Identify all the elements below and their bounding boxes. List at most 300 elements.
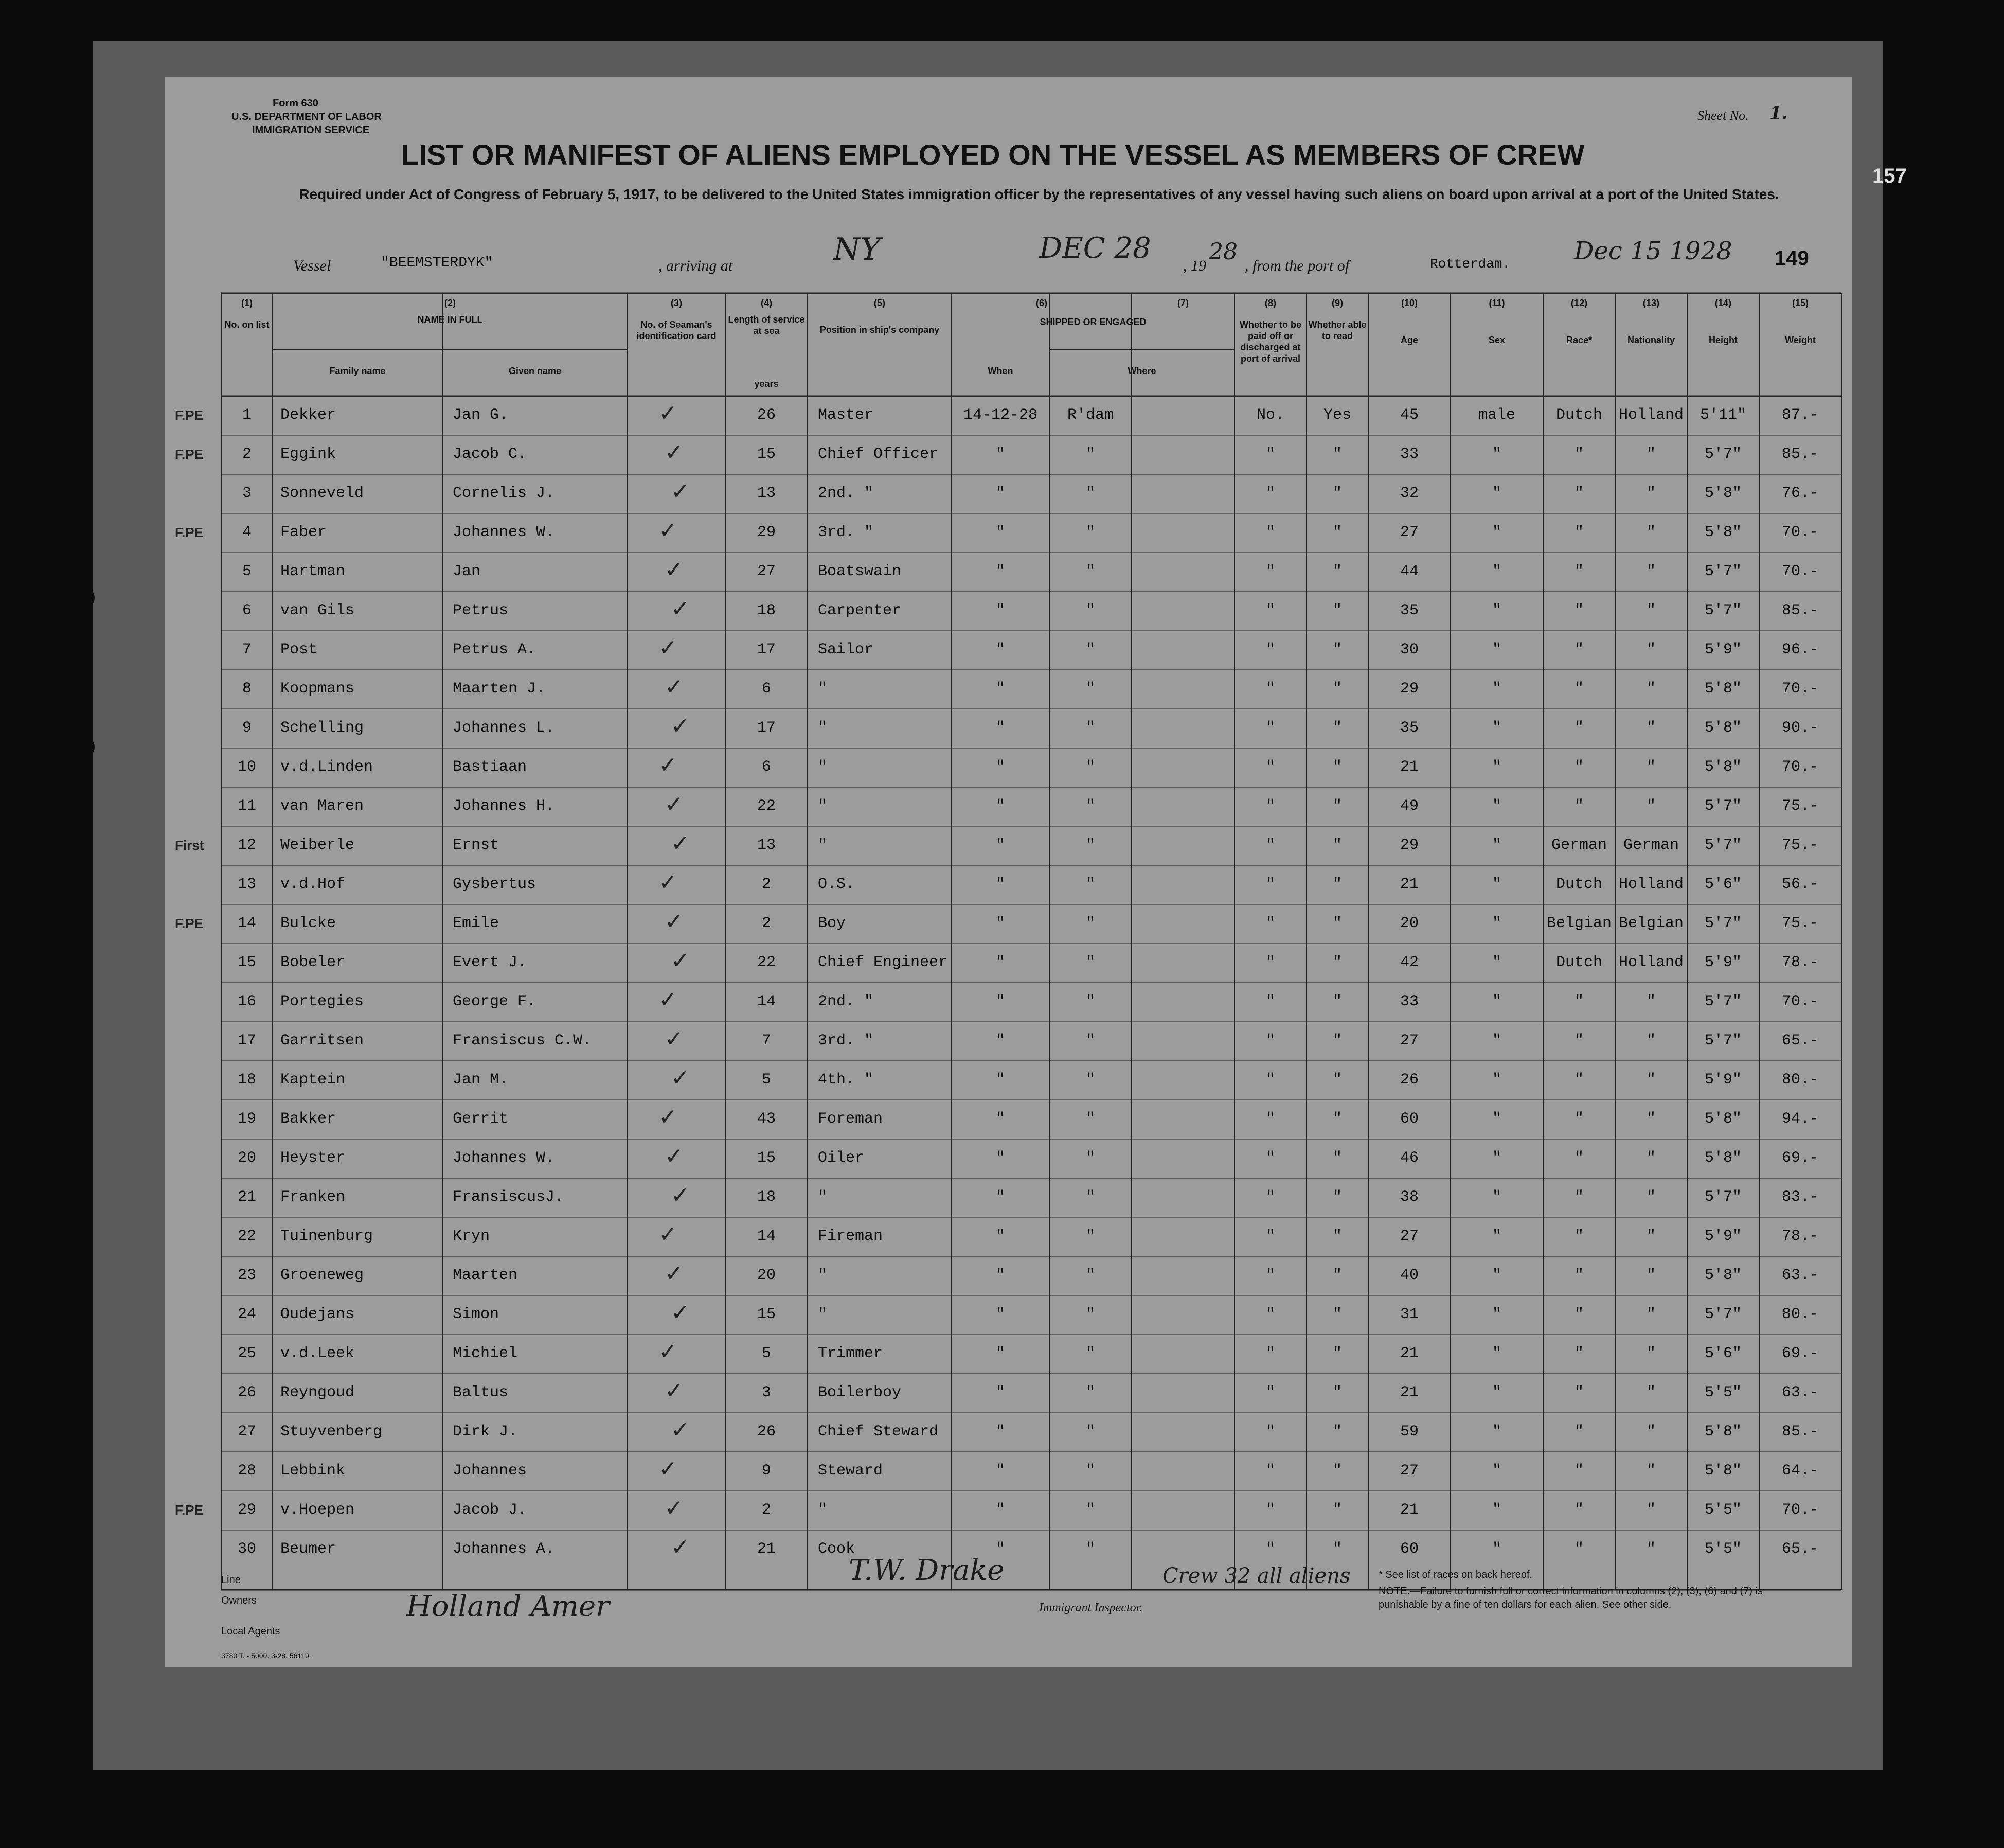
cell-family: Stuyvenberg — [280, 1423, 383, 1441]
cell-years: 26 — [757, 406, 776, 424]
print-code: 3780 T. - 5000. 3-28. 56119. — [221, 1651, 311, 1660]
cell-height: 5'7" — [1704, 563, 1742, 580]
cell-height: 5'7" — [1704, 1188, 1742, 1206]
cell-race: Dutch — [1555, 406, 1602, 424]
cell-position: " — [818, 1306, 828, 1323]
cell-weight: 75.- — [1781, 915, 1819, 932]
cell-family: Schelling — [280, 719, 364, 737]
cell-sex: " — [1492, 1188, 1501, 1206]
cell-where: " — [1085, 1423, 1095, 1441]
header-weight: Weight — [1785, 335, 1816, 345]
cell-read: " — [1332, 915, 1342, 932]
inspector-label: Immigrant Inspector. — [1039, 1601, 1143, 1614]
cell-nat: " — [1646, 1149, 1656, 1167]
owners-signature: Holland Amer — [406, 1590, 610, 1623]
cell-paid: " — [1265, 797, 1275, 815]
cell-race: " — [1574, 1032, 1584, 1050]
cell-no: 17 — [237, 1032, 256, 1050]
cell-family: Faber — [280, 524, 327, 541]
cell-age: 35 — [1400, 602, 1419, 619]
column-number: (7) — [1177, 298, 1189, 308]
cell-when: " — [995, 1267, 1005, 1284]
header-sex: Sex — [1488, 335, 1506, 345]
cell-no: 21 — [237, 1188, 256, 1206]
check-mark: ✓ — [665, 1495, 684, 1521]
cell-family: Beumer — [280, 1540, 336, 1558]
cell-age: 33 — [1400, 446, 1419, 463]
check-mark: ✓ — [665, 791, 684, 818]
cell-sex: " — [1492, 954, 1501, 971]
cell-height: 5'5" — [1704, 1540, 1742, 1558]
cell-position: " — [818, 719, 828, 737]
cell-paid: " — [1265, 1071, 1275, 1089]
cell-nat: Holland — [1618, 954, 1684, 971]
cell-weight: 70.- — [1781, 680, 1819, 698]
cell-nat: " — [1646, 1032, 1656, 1050]
cell-read: " — [1332, 1501, 1342, 1519]
cell-sex: " — [1492, 1306, 1501, 1323]
cell-when: 14-12-28 — [963, 406, 1038, 424]
cell-sex: " — [1492, 1071, 1501, 1089]
check-mark: ✓ — [671, 830, 690, 857]
cell-age: 21 — [1400, 1345, 1419, 1362]
cell-nat: Holland — [1618, 876, 1684, 893]
cell-years: 14 — [757, 1228, 776, 1245]
cell-years: 6 — [761, 680, 771, 698]
cell-given: Jan — [453, 563, 481, 580]
header-paid-off: Whether to be paid off or discharged at port of arrival — [1240, 319, 1301, 364]
cell-paid: No. — [1256, 406, 1284, 424]
cell-family: Reyngoud — [280, 1384, 355, 1401]
cell-paid: " — [1265, 1306, 1275, 1323]
cell-sex: " — [1492, 1501, 1501, 1519]
cell-family: Garritsen — [280, 1032, 364, 1050]
cell-position: Boatswain — [818, 563, 902, 580]
cell-where: " — [1085, 1110, 1095, 1128]
cell-years: 18 — [757, 1188, 776, 1206]
cell-given: Jan G. — [453, 406, 509, 424]
cell-given: Jacob C. — [453, 446, 527, 463]
cell-where: " — [1085, 680, 1095, 698]
cell-nat: " — [1646, 1071, 1656, 1089]
cell-nat: " — [1646, 1540, 1656, 1558]
cell-where: " — [1085, 1149, 1095, 1167]
cell-years: 17 — [757, 641, 776, 659]
cell-no: 22 — [237, 1228, 256, 1245]
cell-position: " — [818, 837, 828, 854]
cell-when: " — [995, 680, 1005, 698]
cell-where: " — [1085, 1071, 1095, 1089]
cell-weight: 78.- — [1781, 954, 1819, 971]
cell-nat: " — [1646, 1228, 1656, 1245]
cell-weight: 63.- — [1781, 1267, 1819, 1284]
cell-no: 29 — [237, 1501, 256, 1519]
cell-where: " — [1085, 446, 1095, 463]
cell-given: Emile — [453, 915, 499, 932]
cell-years: 21 — [757, 1540, 776, 1558]
cell-read: " — [1332, 1267, 1342, 1284]
cell-years: 3 — [761, 1384, 771, 1401]
cell-paid: " — [1265, 563, 1275, 580]
cell-read: " — [1332, 1188, 1342, 1206]
cell-no: 26 — [237, 1384, 256, 1401]
cell-when: " — [995, 1149, 1005, 1167]
cell-given: Evert J. — [453, 954, 527, 971]
cell-years: 13 — [757, 485, 776, 502]
cell-weight: 76.- — [1781, 485, 1819, 502]
cell-where: " — [1085, 602, 1095, 619]
check-mark: ✓ — [671, 1417, 690, 1443]
column-number: (4) — [761, 298, 772, 308]
cell-when: " — [995, 797, 1005, 815]
cell-weight: 75.- — [1781, 837, 1819, 854]
cell-years: 6 — [761, 758, 771, 776]
cell-when: " — [995, 993, 1005, 1010]
cell-age: 49 — [1400, 797, 1419, 815]
cell-age: 21 — [1400, 1501, 1419, 1519]
cell-no: 9 — [242, 719, 252, 737]
cell-height: 5'8" — [1704, 1149, 1742, 1167]
cell-position: " — [818, 797, 828, 815]
cell-read: " — [1332, 563, 1342, 580]
header-length-service: Length of service at sea — [728, 314, 805, 336]
cell-given: FransiscusJ. — [453, 1188, 564, 1206]
margin-mark: F.PE — [175, 916, 203, 931]
cell-sex: " — [1492, 1267, 1501, 1284]
cell-read: " — [1332, 1462, 1342, 1480]
cell-given: Michiel — [453, 1345, 518, 1362]
cell-given: Simon — [453, 1306, 499, 1323]
race-note: * See list of races on back hereof. — [1379, 1569, 1533, 1580]
cell-position: Chief Engineer — [818, 954, 948, 971]
cell-height: 5'8" — [1704, 524, 1742, 541]
cell-paid: " — [1265, 680, 1275, 698]
cell-race: " — [1574, 1110, 1584, 1128]
cell-sex: " — [1492, 1228, 1501, 1245]
cell-race: " — [1574, 1423, 1584, 1441]
check-mark: ✓ — [658, 518, 677, 544]
cell-paid: " — [1265, 602, 1275, 619]
cell-years: 9 — [761, 1462, 771, 1480]
cell-family: van Maren — [280, 797, 364, 815]
cell-no: 27 — [237, 1423, 256, 1441]
cell-given: Kryn — [453, 1228, 490, 1245]
cell-read: " — [1332, 797, 1342, 815]
cell-family: Groeneweg — [280, 1267, 364, 1284]
cell-no: 4 — [242, 524, 252, 541]
cell-when: " — [995, 1540, 1005, 1558]
cell-family: Dekker — [280, 406, 336, 424]
cell-sex: " — [1492, 446, 1501, 463]
cell-sex: " — [1492, 915, 1501, 932]
cell-years: 7 — [761, 1032, 771, 1050]
cell-read: " — [1332, 602, 1342, 619]
cell-read: " — [1332, 758, 1342, 776]
cell-height: 5'8" — [1704, 758, 1742, 776]
cell-height: 5'7" — [1704, 993, 1742, 1010]
cell-weight: 78.- — [1781, 1228, 1819, 1245]
cell-sex: " — [1492, 680, 1501, 698]
cell-race: " — [1574, 680, 1584, 698]
cell-family: Hartman — [280, 563, 346, 580]
header-seaman-card: No. of Seaman's identification card — [636, 319, 717, 341]
cell-when: " — [995, 1071, 1005, 1089]
year: 28 — [1209, 239, 1238, 265]
cell-position: " — [818, 1188, 828, 1206]
cell-weight: 87.- — [1781, 406, 1819, 424]
cell-where: " — [1085, 1267, 1095, 1284]
cell-age: 32 — [1400, 485, 1419, 502]
cell-where: R'dam — [1067, 406, 1114, 424]
manifest-sheet — [165, 77, 1907, 1667]
cell-where: " — [1085, 876, 1095, 893]
cell-nat: " — [1646, 1462, 1656, 1480]
cell-weight: 65.- — [1781, 1540, 1819, 1558]
cell-no: 2 — [242, 446, 252, 463]
cell-years: 5 — [761, 1345, 771, 1362]
cell-where: " — [1085, 1306, 1095, 1323]
check-mark: ✓ — [671, 478, 690, 505]
cell-weight: 65.- — [1781, 1032, 1819, 1050]
cell-sex: " — [1492, 524, 1501, 541]
cell-weight: 80.- — [1781, 1306, 1819, 1323]
cell-no: 25 — [237, 1345, 256, 1362]
cell-paid: " — [1265, 1188, 1275, 1206]
cell-race: " — [1574, 1188, 1584, 1206]
cell-position: Sailor — [818, 641, 874, 659]
cell-position: Chief Officer — [818, 446, 939, 463]
cell-nat: " — [1646, 758, 1656, 776]
cell-read: " — [1332, 1110, 1342, 1128]
check-mark: ✓ — [671, 1065, 690, 1091]
cell-age: 20 — [1400, 915, 1419, 932]
check-mark: ✓ — [658, 869, 677, 896]
cell-nat: " — [1646, 602, 1656, 619]
cell-height: 5'7" — [1704, 837, 1742, 854]
cell-position: Oiler — [818, 1149, 865, 1167]
cell-weight: 83.- — [1781, 1188, 1819, 1206]
cell-paid: " — [1265, 915, 1275, 932]
cell-no: 24 — [237, 1306, 256, 1323]
cell-position: Steward — [818, 1462, 883, 1480]
punch-hole — [62, 1569, 84, 1592]
arriving-label: , arriving at — [658, 257, 733, 274]
header-years: years — [754, 379, 779, 389]
cell-when: " — [995, 719, 1005, 737]
cell-read: Yes — [1323, 406, 1351, 424]
cell-years: 26 — [757, 1423, 776, 1441]
check-mark: ✓ — [671, 713, 690, 739]
cell-position: " — [818, 1267, 828, 1284]
cell-height: 5'9" — [1704, 1071, 1742, 1089]
cell-weight: 96.- — [1781, 641, 1819, 659]
cell-when: " — [995, 1032, 1005, 1050]
cell-race: " — [1574, 641, 1584, 659]
header-family-name: Family name — [329, 366, 386, 376]
cell-sex: " — [1492, 797, 1501, 815]
punch-hole — [72, 587, 95, 609]
cell-nat: " — [1646, 1384, 1656, 1401]
cell-sex: male — [1478, 406, 1515, 424]
cell-no: 7 — [242, 641, 252, 659]
cell-when: " — [995, 641, 1005, 659]
departure-date: Dec 15 1928 — [1574, 237, 1732, 265]
cell-no: 1 — [242, 406, 252, 424]
cell-when: " — [995, 876, 1005, 893]
cell-no: 3 — [242, 485, 252, 502]
cell-weight: 56.- — [1781, 876, 1819, 893]
cell-read: " — [1332, 1032, 1342, 1050]
cell-age: 60 — [1400, 1110, 1419, 1128]
cell-given: Johannes W. — [453, 1149, 555, 1167]
column-number: (1) — [241, 298, 253, 308]
cell-years: 15 — [757, 446, 776, 463]
cell-age: 29 — [1400, 680, 1419, 698]
cell-weight: 85.- — [1781, 1423, 1819, 1441]
cell-where: " — [1085, 915, 1095, 932]
cell-age: 46 — [1400, 1149, 1419, 1167]
cell-sex: " — [1492, 1149, 1501, 1167]
cell-race: " — [1574, 1149, 1584, 1167]
cell-age: 40 — [1400, 1267, 1419, 1284]
cell-given: Baltus — [453, 1384, 509, 1401]
header-position: Position in ship's company — [819, 325, 940, 335]
cell-weight: 69.- — [1781, 1149, 1819, 1167]
cell-sex: " — [1492, 993, 1501, 1010]
cell-years: 22 — [757, 954, 776, 971]
check-mark: ✓ — [671, 948, 690, 974]
cell-race: " — [1574, 485, 1584, 502]
column-number: (15) — [1792, 298, 1809, 308]
cell-height: 5'8" — [1704, 1267, 1742, 1284]
cell-age: 30 — [1400, 641, 1419, 659]
cell-when: " — [995, 1384, 1005, 1401]
cell-where: " — [1085, 524, 1095, 541]
cell-no: 11 — [237, 797, 256, 815]
page-title: LIST OR MANIFEST OF ALIENS EMPLOYED ON THE VESSEL AS MEMBERS OF CREW — [401, 138, 1585, 171]
cell-given: Bastiaan — [453, 758, 527, 776]
sheet-label: Sheet No. — [1697, 108, 1749, 123]
cell-where: " — [1085, 837, 1095, 854]
owners-label: Owners — [221, 1595, 257, 1606]
cell-paid: " — [1265, 1149, 1275, 1167]
check-mark: ✓ — [671, 1534, 690, 1560]
cell-age: 29 — [1400, 837, 1419, 854]
cell-no: 8 — [242, 680, 252, 698]
cell-years: 14 — [757, 993, 776, 1010]
cell-position: Boilerboy — [818, 1384, 902, 1401]
cell-family: v.d.Linden — [280, 758, 373, 776]
cell-family: v.d.Leek — [280, 1345, 355, 1362]
cell-position: " — [818, 680, 828, 698]
cell-weight: 90.- — [1781, 719, 1819, 737]
cell-family: Portegies — [280, 993, 364, 1010]
cell-when: " — [995, 1228, 1005, 1245]
column-number: (8) — [1265, 298, 1276, 308]
vessel-label: Vessel — [293, 257, 331, 274]
cell-sex: " — [1492, 1110, 1501, 1128]
cell-years: 27 — [757, 563, 776, 580]
cell-weight: 70.- — [1781, 758, 1819, 776]
check-mark: ✓ — [665, 1260, 684, 1287]
cell-position: 2nd. " — [818, 485, 874, 502]
cell-given: George F. — [453, 993, 536, 1010]
cell-where: " — [1085, 485, 1095, 502]
cell-height: 5'7" — [1704, 915, 1742, 932]
column-number: (2) — [444, 298, 456, 308]
check-mark: ✓ — [658, 752, 677, 778]
cell-nat: " — [1646, 1110, 1656, 1128]
cell-family: Weiberle — [280, 837, 355, 854]
column-number: (6) — [1036, 298, 1047, 308]
punch-hole — [62, 1482, 84, 1504]
cell-height: 5'8" — [1704, 1110, 1742, 1128]
check-mark: ✓ — [658, 400, 677, 427]
cell-position: 2nd. " — [818, 993, 874, 1010]
cell-race: " — [1574, 1267, 1584, 1284]
cell-where: " — [1085, 993, 1095, 1010]
cell-read: " — [1332, 1423, 1342, 1441]
cell-height: 5'5" — [1704, 1501, 1742, 1519]
column-number: (3) — [671, 298, 682, 308]
cell-given: Maarten — [453, 1267, 518, 1284]
cell-paid: " — [1265, 954, 1275, 971]
cell-where: " — [1085, 1462, 1095, 1480]
cell-race: " — [1574, 524, 1584, 541]
cell-given: Ernst — [453, 837, 499, 854]
cell-age: 21 — [1400, 758, 1419, 776]
cell-family: Bakker — [280, 1110, 336, 1128]
cell-height: 5'5" — [1704, 1384, 1742, 1401]
cell-sex: " — [1492, 1462, 1501, 1480]
cell-position: Cook — [818, 1540, 855, 1558]
cell-nat: " — [1646, 1306, 1656, 1323]
page-number-right: 149 — [1775, 247, 1809, 270]
cell-when: " — [995, 446, 1005, 463]
header-name-in-full: NAME IN FULL — [417, 314, 483, 325]
cell-sex: " — [1492, 602, 1501, 619]
cell-where: " — [1085, 758, 1095, 776]
column-number: (10) — [1401, 298, 1418, 308]
cell-nat: " — [1646, 563, 1656, 580]
cell-race: " — [1574, 1501, 1584, 1519]
cell-when: " — [995, 1345, 1005, 1362]
header-given-name: Given name — [508, 366, 562, 376]
cell-when: " — [995, 1501, 1005, 1519]
cell-where: " — [1085, 1228, 1095, 1245]
cell-paid: " — [1265, 1110, 1275, 1128]
cell-read: " — [1332, 446, 1342, 463]
cell-race: " — [1574, 602, 1584, 619]
cell-no: 18 — [237, 1071, 256, 1089]
cell-read: " — [1332, 954, 1342, 971]
header-when: When — [988, 366, 1013, 376]
line-label: Line — [221, 1574, 241, 1586]
cell-paid: " — [1265, 758, 1275, 776]
cell-given: Johannes H. — [453, 797, 555, 815]
cell-family: Koopmans — [280, 680, 355, 698]
cell-where: " — [1085, 797, 1095, 815]
check-mark: ✓ — [665, 1378, 684, 1404]
cell-paid: " — [1265, 837, 1275, 854]
cell-age: 27 — [1400, 1032, 1419, 1050]
cell-sex: " — [1492, 719, 1501, 737]
cell-race: " — [1574, 719, 1584, 737]
cell-read: " — [1332, 1071, 1342, 1089]
local-agents-label: Local Agents — [221, 1626, 280, 1637]
cell-when: " — [995, 485, 1005, 502]
cell-paid: " — [1265, 1501, 1275, 1519]
